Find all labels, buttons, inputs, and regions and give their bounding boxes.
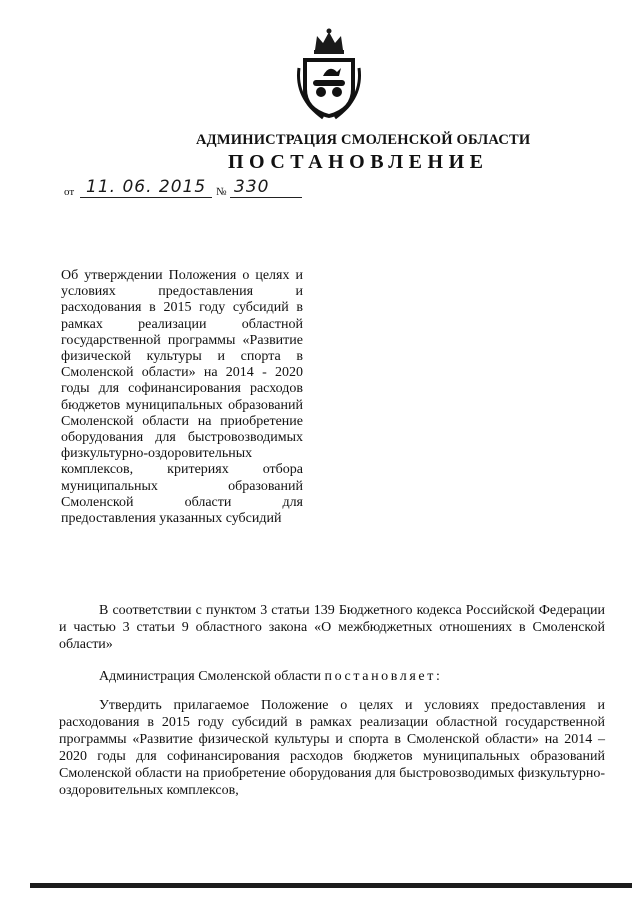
number-underline (230, 197, 302, 198)
document-type-title: ПОСТАНОВЛЕНИЕ (228, 151, 489, 173)
document-number: 330 (234, 177, 270, 197)
date-underline (80, 197, 212, 198)
number-label: № (216, 186, 227, 198)
document-body (59, 602, 605, 799)
document-date: 11. 06. 2015 (86, 177, 207, 197)
document-subject: Об утверждении Положения о целях и условиях предоставления и расходования в 2015 году субсидий в рамках реализации областной государственной программы «Развитие физической культуры и спорта в Смоленской области» на 2014 - 2020 годы для софинансирования расходов бюджетов муниципальных образований Смоленской области на приобретение оборудования для быстровозводимых физкультурно-оздоровительных комплексов, критериях отбора муниципальных образований Смоленской области для предоставления указанных субсидий (61, 268, 303, 527)
approval-paragraph: Утвердить прилагаемое Положение о целях и условиях предоставления и расходования в 2015 году субсидий в рамках реализации областной государственной программы «Развитие физической культуры и спорта в Смоленской области» на 2014 – 2020 годы для софинансирования расходов бюджетов муниципальных образований Смоленской области на приобретение оборудования для быстровозводимых физкультурно-оздоровительных комплексов, (59, 698, 605, 798)
date-number-line (64, 178, 334, 200)
resolution-paragraph (59, 668, 605, 685)
resolution-verb: постановляет: (324, 669, 443, 684)
page-bottom-border (30, 883, 632, 888)
coat-of-arms-emblem (293, 28, 365, 120)
from-label: от (64, 186, 75, 198)
preamble-paragraph: В соответствии с пунктом 3 статьи 139 Бюджетного кодекса Российской Федерации и частью 3 статьи 9 областного закона «О межбюджетных отношениях в Смоленской области» (59, 603, 605, 652)
resolution-subject: Администрация Смоленской области (99, 669, 322, 684)
organization-name: АДМИНИСТРАЦИЯ СМОЛЕНСКОЙ ОБЛАСТИ (196, 132, 531, 148)
